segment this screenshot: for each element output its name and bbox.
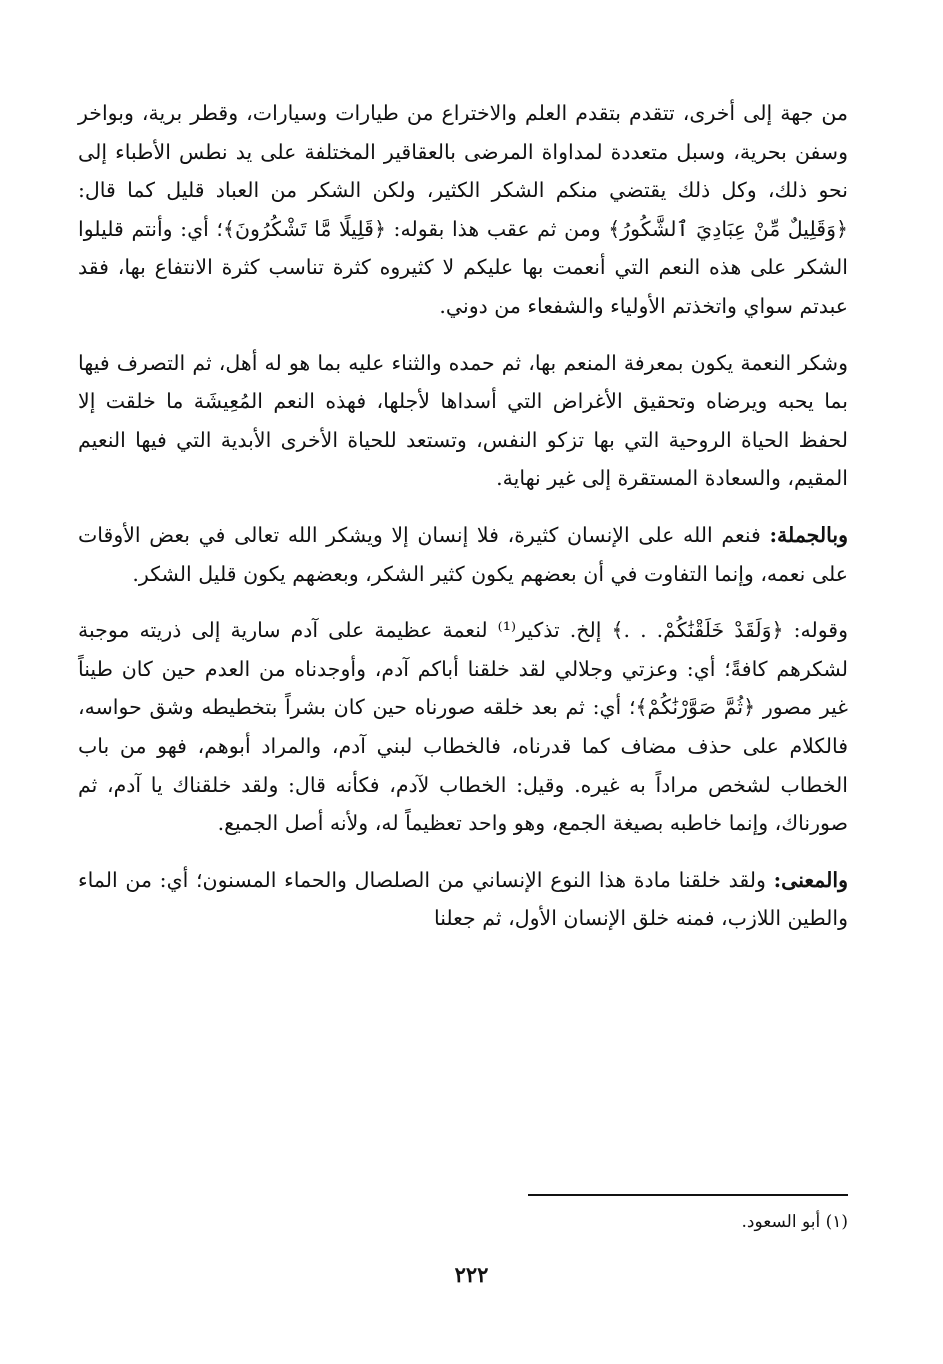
paragraph-text: من جهة إلى أخرى، تتقدم بتقدم العلم والاختراع من طيارات وسيارات، وقطر برية، وبواخر وسفن بحرية، وسبل متعددة لمداواة المرضى بالعقاقير المختلفة على يد نطس الأطباء إلى نحو ذلك، وكل ذلك يقتضي منكم الشكر الكثير، ولكن الشكر من العباد قليل كما قال: ﴿وَقَلِيلٌ مِّنْ عِبَادِيَ ٱلشَّكُورُ﴾ ومن ثم عقب هذا بقوله: ﴿قَلِيلًا مَّا تَشْكُرُونَ﴾؛ أي: وأنتم قليلوا الشكر على هذه النعم التي أنعمت بها عليكم لا كثيروه كثرة تناسب كثرة الانتفاع بها، فقد عبدتم سواي واتخذتم الأولياء والشفعاء من دوني. (78, 101, 848, 318)
paragraph-text: ولقد خلقنا مادة هذا النوع الإنساني من الصلصال والحماء المسنون؛ أي: من الماء والطين اللازب، فمنه خلق الإنسان الأول، ثم جعلنا (78, 867, 848, 931)
paragraph-text: فنعم الله على الإنسان كثيرة، فلا إنسان إلا ويشكر الله تعالى في بعض الأوقات على نعمه، وإنما التفاوت في أن بعضهم يكون كثير الشكر، وبعضهم يكون قليل الشكر. (78, 522, 848, 586)
footnote-divider (528, 1194, 848, 1196)
paragraph-1 (78, 94, 848, 326)
paragraph-lead: والمعنى: (773, 867, 848, 892)
paragraph-text: وشكر النعمة يكون بمعرفة المنعم بها، ثم حمده والثناء عليه بما هو له أهل، ثم التصرف فيها بما يحبه ويرضاه وتحقيق الأغراض التي أسداها لأجلها، فهذه النعم المُعِيشَة ما خلقت إلا لحفظ الحياة الروحية التي بها تزكو النفس، وتستعد للحياة الأخرى الأبدية التي فيها النعيم المقيم، والسعادة المستقرة إلى غير نهاية. (78, 350, 848, 491)
paragraph-text: وقوله: ﴿وَلَقَدْ خَلَقْنَٰكُمْ. . .﴾ إلخ. تذكير⁽¹⁾ لنعمة عظيمة على آدم سارية إلى ذريته موجبة لشكرهم كافةً؛ أي: وعزتي وجلالي لقد خلقنا أباكم آدم، وأوجدناه من العدم حين كان طيناً غير مصور ﴿ثُمَّ صَوَّرْنَٰكُمْ﴾؛ أي: ثم بعد خلقه صورناه حين كان بشراً بتخطيطه وشق حواسه، فالكلام على حذف مضاف كما قدرناه، فالخطاب لبني آدم، والمراد أبوهم، فهو من باب الخطاب لشخص مراداً به غيره. وقيل: الخطاب لآدم، فكأنه قال: ولقد خلقناك يا آدم، ثم صورناك، وإنما خاطبه بصيغة الجمع، وهو واحد تعظيماً له، ولأنه أصل الجميع. (78, 618, 848, 836)
paragraph-3 (78, 516, 848, 593)
paragraph-lead: وبالجملة: (769, 522, 848, 547)
paragraph-4 (78, 611, 848, 843)
paragraph-5 (78, 861, 848, 938)
paragraph-2 (78, 344, 848, 498)
page-number: ٢٢٢ (454, 1262, 489, 1287)
page-body (78, 94, 848, 956)
footnote: (١) أبو السعود. (741, 1212, 848, 1232)
